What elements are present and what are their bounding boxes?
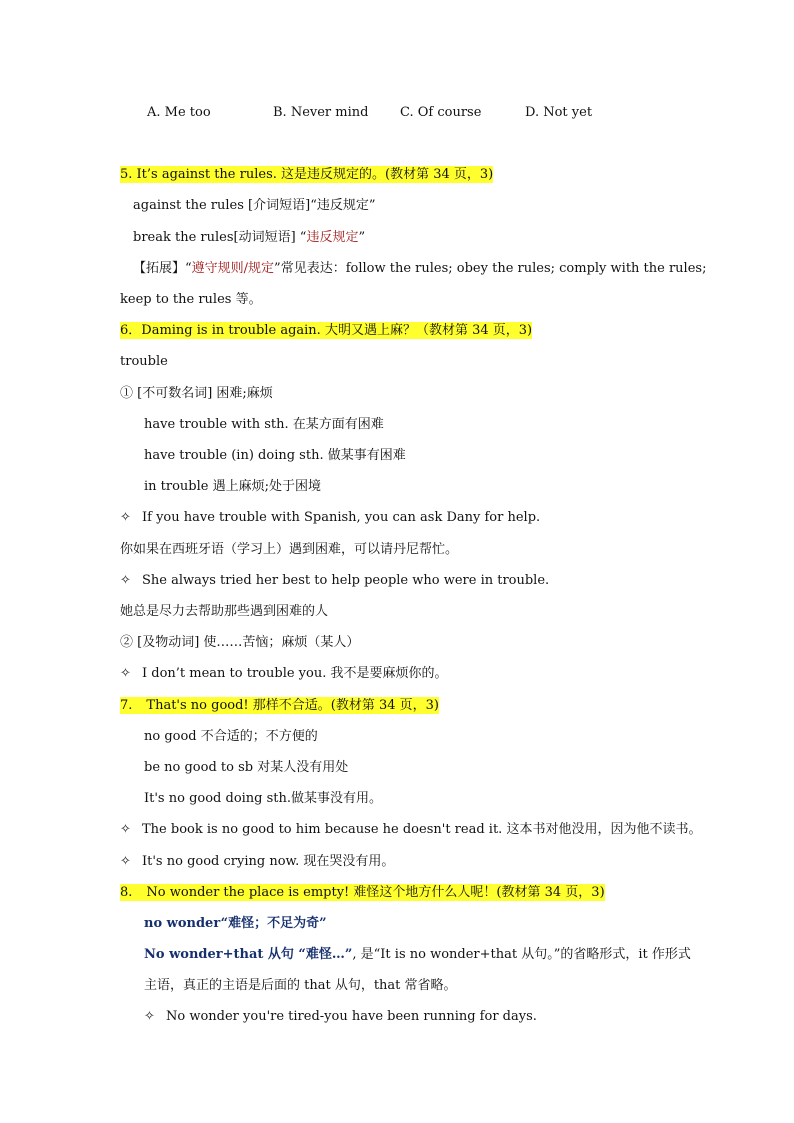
- diamond-icon: ✧: [120, 666, 131, 681]
- diamond-icon: ✧: [144, 1009, 155, 1024]
- section-7-heading: 7. That's no good! 那样不合适。(教材第 34 页，3): [120, 698, 440, 713]
- s5-line-4: keep to the rules 等。: [120, 292, 262, 307]
- s7-phrase-2: be no good to sb 对某人没有用处: [144, 760, 349, 775]
- s5-line-2: break the rules[动词短语] “违反规定”: [133, 230, 366, 245]
- s6-meaning-1: ① [不可数名词] 困难;麻烦: [120, 386, 273, 401]
- s7-phrase-1: no good 不合适的；不方便的: [144, 729, 318, 744]
- diamond-icon: ✧: [120, 854, 131, 869]
- s6-example-1: ✧ If you have trouble with Spanish, you can ask Dany for help.: [120, 510, 541, 525]
- s8-phrase-1: no wonder“难怪；不足为奇”: [144, 916, 327, 931]
- diamond-icon: ✧: [120, 510, 131, 525]
- s6-example-3: ✧ I don’t mean to trouble you. 我不是要麻烦你的。: [120, 666, 448, 681]
- section-5-heading: 5. It’s against the rules. 这是违反规定的。(教材第 34 页，3): [120, 167, 494, 182]
- s8-phrase-2: No wonder+that 从句 “难怪…”, 是“It is no wonder+that 从句。”的省略形式，it 作形式: [144, 947, 691, 962]
- s6-translation-1: 你如果在西班牙语（学习上）遇到困难，可以请丹尼帮忙。: [120, 542, 459, 557]
- s6-meaning-2: ② [及物动词] 使……苦恼；麻烦（某人）: [120, 635, 360, 650]
- s7-example-1: ✧ The book is no good to him because he doesn't read it. 这本书对他没用，因为他不读书。: [120, 822, 702, 837]
- s6-translation-2: 她总是尽力去帮助那些遇到困难的人: [120, 604, 329, 619]
- option-a: A. Me too: [147, 105, 211, 120]
- section-6-heading: 6．Daming is in trouble again. 大明又遇上麻？（教材第 34 页，3): [120, 323, 533, 338]
- s5-line-3: 【拓展】“遵守规则/规定”常见表达：follow the rules; obey the rules; comply with the rules;: [133, 261, 707, 276]
- option-c: C. Of course: [400, 105, 482, 120]
- section-8-heading: 8. No wonder the place is empty! 难怪这个地方什么人呢！(教材第 34 页，3): [120, 885, 605, 900]
- s6-word: trouble: [120, 354, 168, 369]
- option-d: D. Not yet: [525, 105, 593, 120]
- s6-phrase-1: have trouble with sth. 在某方面有困难: [144, 417, 384, 432]
- diamond-icon: ✧: [120, 822, 131, 837]
- s7-example-2: ✧ It's no good crying now. 现在哭没有用。: [120, 854, 395, 869]
- s8-example-1: ✧ No wonder you're tired-you have been running for days.: [144, 1009, 537, 1024]
- option-b: B. Never mind: [273, 105, 369, 120]
- diamond-icon: ✧: [120, 573, 131, 588]
- s6-example-2: ✧ She always tried her best to help people who were in trouble.: [120, 573, 550, 588]
- s6-phrase-3: in trouble 遇上麻烦;处于困境: [144, 479, 321, 494]
- s8-phrase-3: 主语，真正的主语是后面的 that 从句，that 常省略。: [144, 978, 457, 993]
- s6-phrase-2: have trouble (in) doing sth. 做某事有困难: [144, 448, 406, 463]
- s7-phrase-3: It's no good doing sth.做某事没有用。: [144, 791, 383, 806]
- s5-line-1: against the rules [介词短语]“违反规定”: [133, 198, 376, 213]
